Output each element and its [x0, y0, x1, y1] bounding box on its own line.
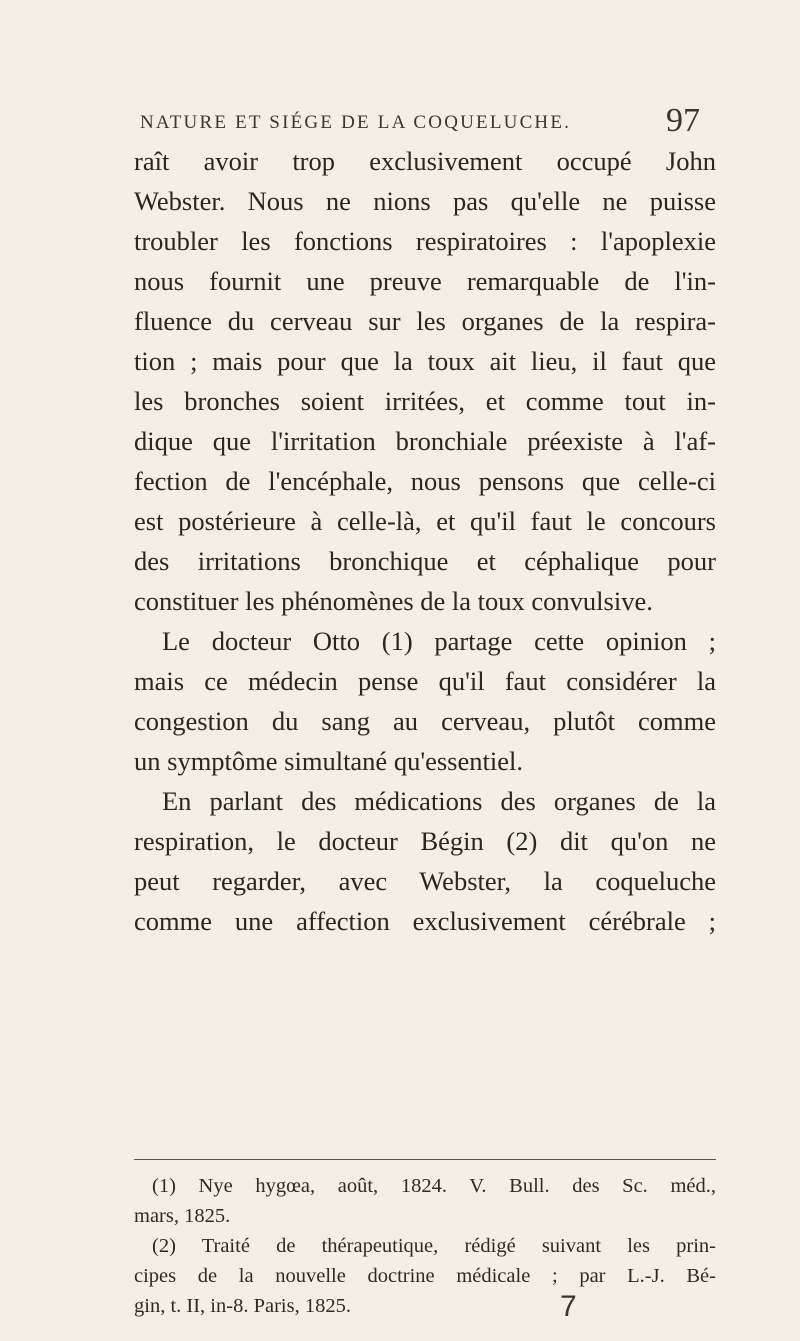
- footnotes: [134, 1171, 716, 1321]
- body-line: En parlant des médications des organes de la: [162, 786, 716, 816]
- body-line: Webster. Nous ne nions pas qu'elle ne puisse: [134, 186, 716, 216]
- body-line: des irritations bronchique et céphalique pour: [134, 546, 716, 576]
- footnote-line: (2) Traité de thérapeutique, rédigé suivant les prin-: [152, 1235, 716, 1257]
- body-line: dique que l'irritation bronchiale préexiste à l'af-: [134, 426, 716, 456]
- footnote-line: (1) Nye hygœa, août, 1824. V. Bull. des Sc. méd.,: [152, 1175, 716, 1197]
- body-line: fection de l'encéphale, nous pensons que celle-ci: [134, 466, 716, 496]
- signature-mark: 7: [560, 1290, 577, 1323]
- body-line: les bronches soient irritées, et comme tout in-: [134, 386, 716, 416]
- body-line: mais ce médecin pense qu'il faut considérer la: [134, 666, 716, 696]
- body-line: Le docteur Otto (1) partage cette opinion ;: [162, 626, 716, 656]
- body-line: troubler les fonctions respiratoires : l'apoplexie: [134, 226, 716, 256]
- page-number: 97: [666, 102, 700, 139]
- footnote-line: mars, 1825.: [134, 1205, 231, 1227]
- body-line: respiration, le docteur Bégin (2) dit qu'on ne: [134, 826, 716, 856]
- footnote-rule: [134, 1159, 716, 1160]
- page-header: [140, 102, 700, 146]
- footnote-line: gin, t. II, in-8. Paris, 1825.: [134, 1295, 351, 1317]
- body-line: un symptôme simultané qu'essentiel.: [134, 746, 523, 776]
- footnote-line: cipes de la nouvelle doctrine médicale ; par L.-J. Bé-: [134, 1265, 716, 1287]
- body-line: congestion du sang au cerveau, plutôt comme: [134, 706, 716, 736]
- body-line: peut regarder, avec Webster, la coqueluche: [134, 866, 716, 896]
- body-line: constituer les phénomènes de la toux convulsive.: [134, 586, 653, 616]
- body-line: fluence du cerveau sur les organes de la respira-: [134, 306, 716, 336]
- body-text: [134, 141, 716, 941]
- body-line: est postérieure à celle-là, et qu'il faut le concours: [134, 506, 716, 536]
- body-line: raît avoir trop exclusivement occupé John: [134, 146, 716, 176]
- body-line: nous fournit une preuve remarquable de l'in-: [134, 266, 716, 296]
- running-head: NATURE ET SIÉGE DE LA COQUELUCHE.: [140, 112, 572, 133]
- body-line: tion ; mais pour que la toux ait lieu, il faut que: [134, 346, 716, 376]
- body-line: comme une affection exclusivement cérébrale ;: [134, 906, 716, 936]
